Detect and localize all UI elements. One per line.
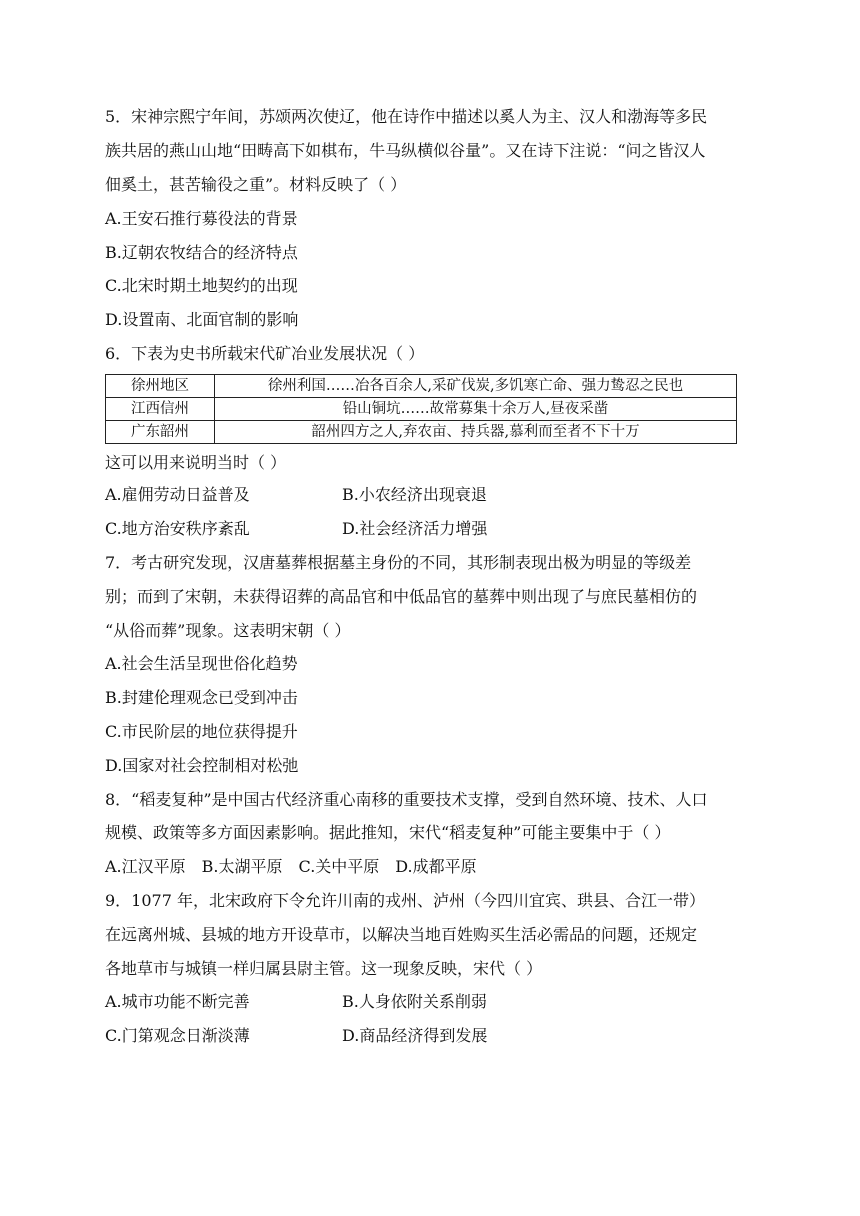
table-row — [106, 375, 737, 398]
q9-option-d: D.商品经济得到发展 — [342, 1026, 488, 1045]
q8-option-d: D.成都平原 — [395, 857, 477, 876]
q5-option-d: D.设置南、北面官制的影响 — [105, 310, 299, 329]
q8-option-b: B.太湖平原 — [201, 857, 283, 876]
table-cell-region: 徐州地区 — [106, 375, 215, 398]
q6-stem: 6．下表为史书所载宋代矿冶业发展状况（ ） — [105, 344, 425, 363]
q5-option-b: B.辽朝农牧结合的经济特点 — [105, 243, 298, 262]
q5-option-a: A.王安石推行募役法的背景 — [105, 209, 298, 228]
mining-table — [105, 374, 737, 444]
q7-option-c: C.市民阶层的地位获得提升 — [105, 722, 298, 741]
q9-option-c: C.门第观念日渐淡薄 — [105, 1026, 250, 1045]
q6-followup: 这可以用来说明当时（ ） — [105, 453, 287, 472]
q9-stem-line-1: 9．1077 年，北宋政府下令允许川南的戎州、泸州（今四川宜宾、珙县、合江一带） — [105, 891, 705, 910]
table-cell-desc: 徐州利国……冶各百余人,采矿伐炭,多饥寒亡命、强力鸷忍之民也 — [215, 375, 737, 398]
table-cell-region: 江西信州 — [106, 398, 215, 421]
q7-option-d: D.国家对社会控制相对松弛 — [105, 756, 299, 775]
q5-stem-line-1: 5．宋神宗熙宁年间，苏颂两次使辽，他在诗作中描述以奚人为主、汉人和渤海等多民 — [105, 107, 708, 126]
q6-option-a: A.雇佣劳动日益普及 — [105, 485, 250, 504]
q5-option-c: C.北宋时期土地契约的出现 — [105, 276, 298, 295]
q9-option-b: B.人身依附关系削弱 — [342, 992, 487, 1011]
q7-option-a: A.社会生活呈现世俗化趋势 — [105, 654, 298, 673]
table-cell-desc: 韶州四方之人,弃农亩、持兵器,慕利而至者不下十万 — [215, 421, 737, 444]
table-cell-desc: 铅山铜坑……故常募集十余万人,昼夜采凿 — [215, 398, 737, 421]
q6-option-d: D.社会经济活力增强 — [342, 519, 488, 538]
q5-stem-line-3: 佃奚土，甚苦输役之重”。材料反映了（ ） — [105, 175, 407, 194]
q7-stem-line-2: 别；而到了宋朝，未获得诏葬的高品官和中低品官的墓葬中则出现了与庶民墓相仿的 — [105, 587, 698, 606]
q5-stem-line-2: 族共居的燕山山地“田畴高下如棋布，牛马纵横似谷量”。又在诗下注说：“问之皆汉人 — [105, 141, 706, 160]
q8-options — [105, 856, 493, 878]
q8-stem-line-1: 8．“稻麦复种”是中国古代经济重心南移的重要技术支撑，受到自然环境、技术、人口 — [105, 790, 708, 809]
q8-stem-line-2: 规模、政策等多方面因素影响。据此推知，宋代“稻麦复种”可能主要集中于（ ） — [105, 823, 671, 842]
q7-stem-line-1: 7．考古研究发现，汉唐墓葬根据墓主身份的不同，其形制表现出极为明显的等级差 — [105, 553, 692, 572]
q6-option-b: B.小农经济出现衰退 — [342, 485, 487, 504]
q9-stem-line-3: 各地草市与城镇一样归属县尉主管。这一现象反映，宋代（ ） — [105, 959, 543, 978]
q7-option-b: B.封建伦理观念已受到冲击 — [105, 688, 298, 707]
table-row — [106, 398, 737, 421]
q9-option-a: A.城市功能不断完善 — [105, 992, 250, 1011]
q7-stem-line-3: “从俗而葬”现象。这表明宋朝（ ） — [105, 621, 351, 640]
table-cell-region: 广东韶州 — [106, 421, 215, 444]
q8-option-c: C.关中平原 — [298, 857, 380, 876]
q6-option-c: C.地方治安秩序紊乱 — [105, 519, 250, 538]
q9-stem-line-2: 在远离州城、县城的地方开设草市，以解决当地百姓购买生活必需品的问题，还规定 — [105, 925, 698, 944]
table-row — [106, 421, 737, 444]
q8-option-a: A.江汉平原 — [105, 857, 186, 876]
